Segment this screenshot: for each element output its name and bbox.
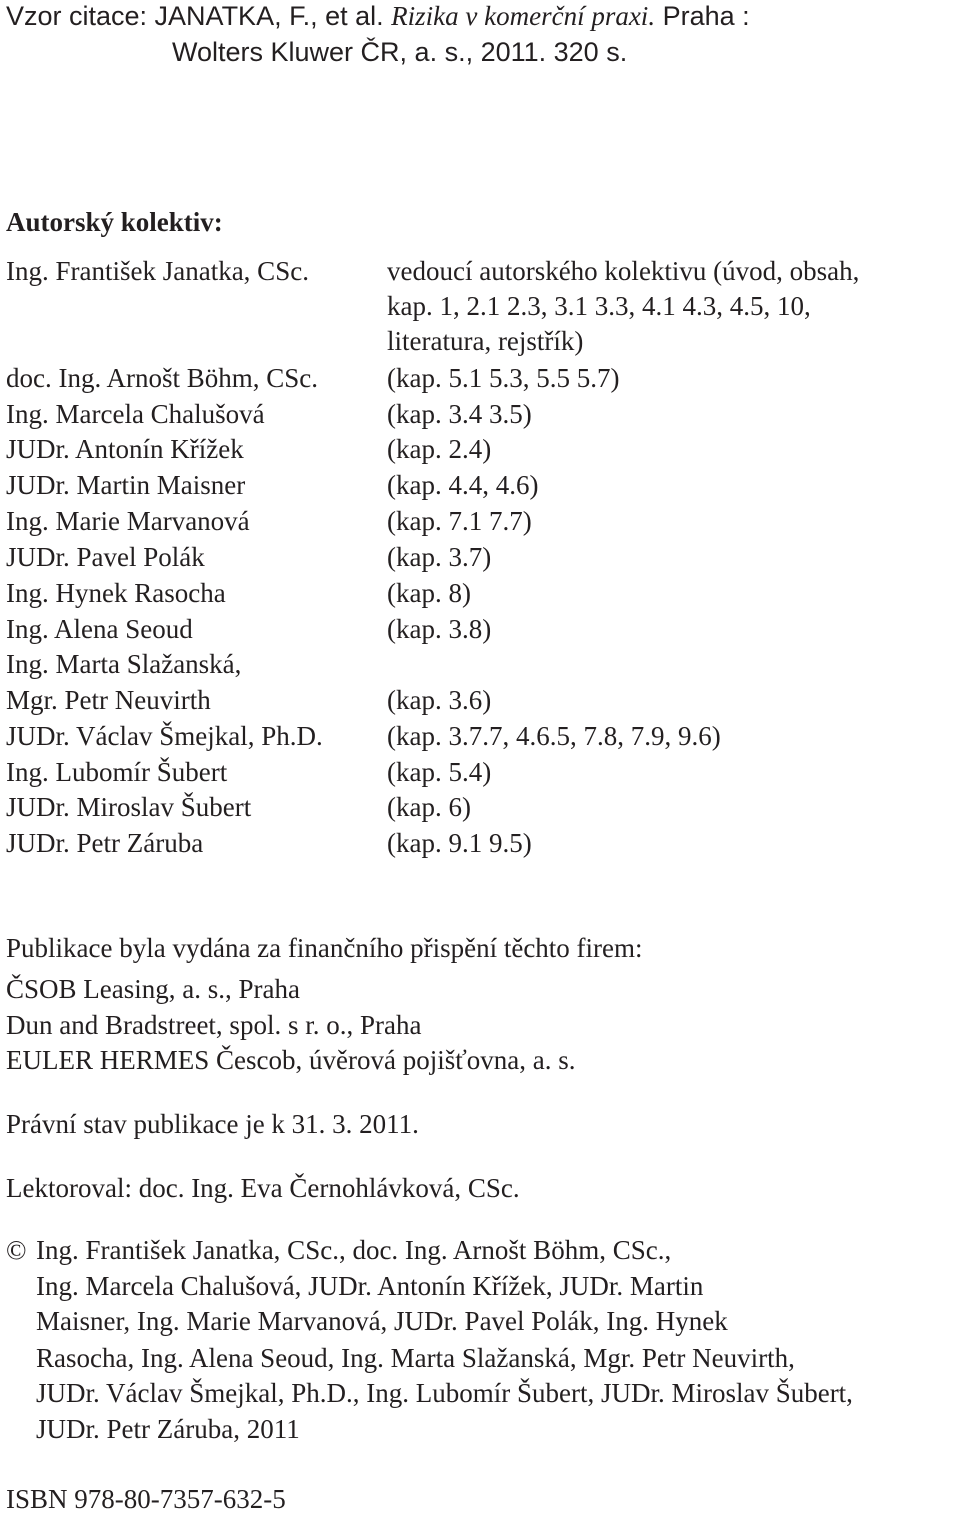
author-chapters: (kap. 3.7) (387, 542, 492, 572)
author-name: Ing. Hynek Rasocha (6, 578, 226, 608)
citation-title: Rizika v komerční praxi. (391, 1, 656, 31)
citation-prefix: Vzor citace: JANATKA, F., et al. (6, 1, 384, 31)
author-chapters: (kap. 3.4 3.5) (387, 399, 532, 429)
legal-state: Právní stav publikace je k 31. 3. 2011. (6, 1109, 419, 1139)
sponsor-item: EULER HERMES Čescob, úvěrová pojišťovna, a. s. (6, 1045, 576, 1075)
author-name: JUDr. Václav Šmejkal, Ph.D. (6, 721, 323, 751)
copyright-symbol: © (6, 1235, 27, 1265)
author-chapters: (kap. 3.7.7, 4.6.5, 7.8, 7.9, 9.6) (387, 721, 721, 751)
copyright-line: Ing. Marcela Chalušová, JUDr. Antonín Křížek, JUDr. Martin (36, 1271, 704, 1301)
author-name: Mgr. Petr Neuvirth (6, 685, 211, 715)
authors-heading: Autorský kolektiv: (6, 207, 223, 237)
author-name: Ing. Marta Slažanská, (6, 649, 242, 679)
copyright-line: JUDr. Petr Záruba, 2011 (36, 1414, 300, 1444)
copyright-line: JUDr. Václav Šmejkal, Ph.D., Ing. Lubomír Šubert, JUDr. Miroslav Šubert, (36, 1378, 853, 1408)
isbn: ISBN 978-80-7357-632-5 (6, 1484, 286, 1514)
citation-line-1 (6, 2, 750, 32)
author-chapters: (kap. 9.1 9.5) (387, 828, 532, 858)
sponsors-heading: Publikace byla vydána za finančního přispění těchto firem: (6, 933, 643, 963)
author-chapters: (kap. 2.4) (387, 434, 492, 464)
reviewer: Lektoroval: doc. Ing. Eva Černohlávková, CSc. (6, 1173, 520, 1203)
author-chapters: (kap. 5.4) (387, 757, 492, 787)
author-name: Ing. Lubomír Šubert (6, 757, 228, 787)
author-name: JUDr. Petr Záruba (6, 828, 204, 858)
copyright-line: Ing. František Janatka, CSc., doc. Ing. Arnošt Böhm, CSc., (36, 1235, 672, 1265)
author-name: JUDr. Antonín Křížek (6, 434, 244, 464)
author-chapters: (kap. 3.6) (387, 685, 492, 715)
author-chapters: (kap. 4.4, 4.6) (387, 470, 539, 500)
lead-author-role-1: vedoucí autorského kolektivu (úvod, obsah, (387, 256, 860, 286)
author-name: JUDr. Miroslav Šubert (6, 792, 252, 822)
author-name: Ing. Marcela Chalušová (6, 399, 265, 429)
author-name: Ing. Alena Seoud (6, 614, 193, 644)
lead-author-role-2: kap. 1, 2.1 2.3, 3.1 3.3, 4.1 4.3, 4.5, 10, (387, 291, 811, 321)
author-name: JUDr. Pavel Polák (6, 542, 205, 572)
copyright-line: Maisner, Ing. Marie Marvanová, JUDr. Pavel Polák, Ing. Hynek (36, 1306, 728, 1336)
copyright-line: Rasocha, Ing. Alena Seoud, Ing. Marta Slažanská, Mgr. Petr Neuvirth, (36, 1343, 795, 1373)
lead-author-name: Ing. František Janatka, CSc. (6, 256, 309, 286)
author-chapters: (kap. 6) (387, 792, 471, 822)
author-name: Ing. Marie Marvanová (6, 506, 250, 536)
author-chapters: (kap. 7.1 7.7) (387, 506, 532, 536)
citation-place: Praha : (662, 1, 750, 31)
author-chapters: (kap. 5.1 5.3, 5.5 5.7) (387, 363, 620, 393)
author-chapters: (kap. 8) (387, 578, 471, 608)
lead-author-role-3: literatura, rejstřík) (387, 326, 584, 356)
author-name: JUDr. Martin Maisner (6, 470, 246, 500)
citation-publisher: Wolters Kluwer ČR, a. s., 2011. 320 s. (172, 37, 628, 67)
sponsor-item: ČSOB Leasing, a. s., Praha (6, 974, 300, 1004)
author-chapters: (kap. 3.8) (387, 614, 492, 644)
sponsor-item: Dun and Bradstreet, spol. s r. o., Praha (6, 1010, 422, 1040)
author-name: doc. Ing. Arnošt Böhm, CSc. (6, 363, 319, 393)
